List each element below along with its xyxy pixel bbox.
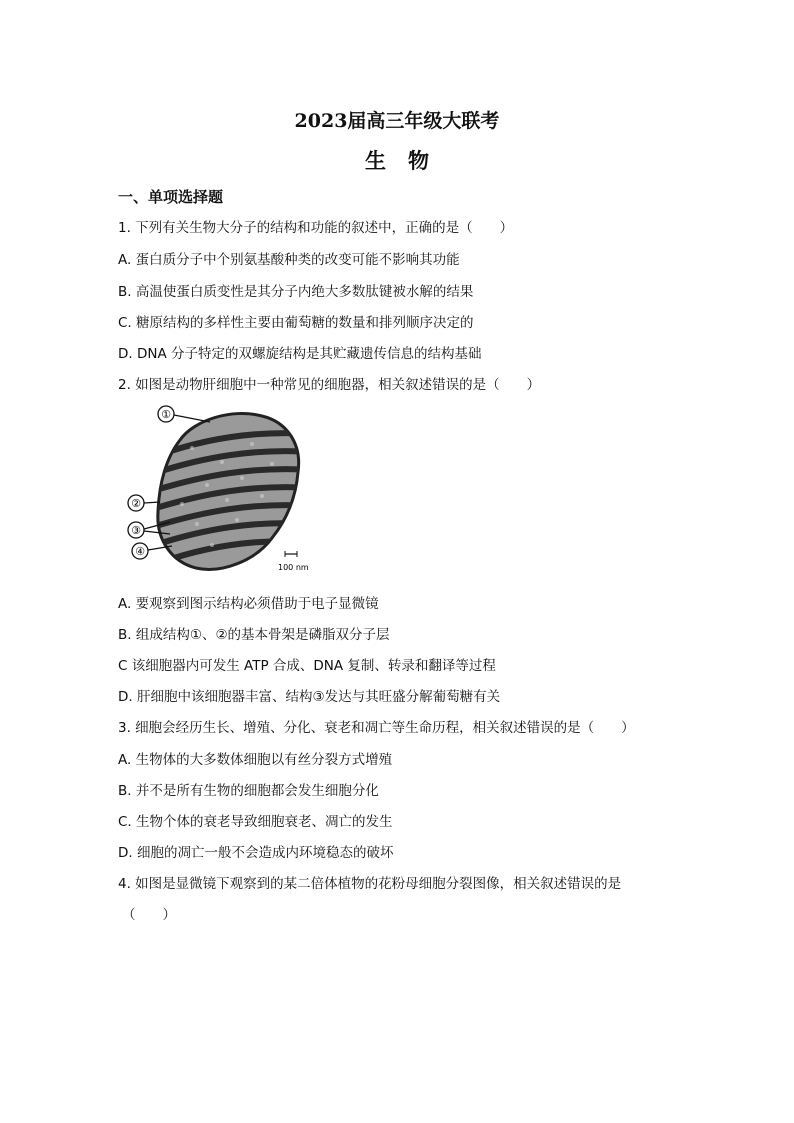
- question-2-option-b: B. 组成结构①、②的基本骨架是磷脂双分子层: [118, 627, 390, 643]
- mitochondrion-figure: [122, 400, 322, 580]
- question-2-stem: 2. 如图是动物肝细胞中一种常见的细胞器，相关叙述错误的是（ ）: [118, 377, 541, 393]
- question-4-stem-continued: （ ）: [122, 907, 176, 923]
- question-3-option-c: C. 生物个体的衰老导致细胞衰老、凋亡的发生: [118, 814, 393, 830]
- svg-text:②: ②: [131, 497, 141, 510]
- question-2-option-c: C 该细胞器内可发生 ATP 合成、DNA 复制、转录和翻译等过程: [118, 658, 496, 674]
- mitochondrion-body: [156, 413, 312, 569]
- question-2-option-d: D. 肝细胞中该细胞器丰富、结构③发达与其旺盛分解葡萄糖有关: [118, 689, 501, 705]
- figure-label-2: [128, 495, 160, 511]
- svg-text:④: ④: [135, 545, 145, 558]
- question-1-option-b: B. 高温使蛋白质变性是其分子内绝大多数肽键被水解的结果: [118, 284, 474, 300]
- question-1-option-a: A. 蛋白质分子中个别氨基酸种类的改变可能不影响其功能: [118, 252, 460, 268]
- question-3-option-a: A. 生物体的大多数体细胞以有丝分裂方式增殖: [118, 752, 393, 768]
- exam-title: 2023届高三年级大联考: [294, 110, 500, 132]
- scale-bar-label: 100 nm: [278, 563, 309, 572]
- question-4-stem: 4. 如图是显微镜下观察到的某二倍体植物的花粉母细胞分裂图像，相关叙述错误的是: [118, 876, 622, 892]
- subject-title: 生物: [365, 148, 451, 173]
- svg-text:①: ①: [161, 408, 171, 421]
- question-3-option-d: D. 细胞的凋亡一般不会造成内环境稳态的破坏: [118, 845, 394, 861]
- question-1-option-d: D. DNA 分子特定的双螺旋结构是其贮藏遗传信息的结构基础: [118, 346, 482, 362]
- question-3-option-b: B. 并不是所有生物的细胞都会发生细胞分化: [118, 783, 379, 799]
- question-1-option-c: C. 糖原结构的多样性主要由葡萄糖的数量和排列顺序决定的: [118, 315, 474, 331]
- svg-text:③: ③: [131, 524, 141, 537]
- section-title: 一、单项选择题: [118, 188, 224, 206]
- scale-bar: [278, 551, 309, 572]
- question-2-option-a: A. 要观察到图示结构必须借助于电子显微镜: [118, 596, 379, 612]
- question-1-stem: 1. 下列有关生物大分子的结构和功能的叙述中，正确的是（ ）: [118, 220, 514, 236]
- figure-label-1: [158, 406, 210, 422]
- question-3-stem: 3. 细胞会经历生长、增殖、分化、衰老和凋亡等生命历程，相关叙述错误的是（ ）: [118, 720, 635, 736]
- mitochondrion-illustration: [122, 400, 322, 580]
